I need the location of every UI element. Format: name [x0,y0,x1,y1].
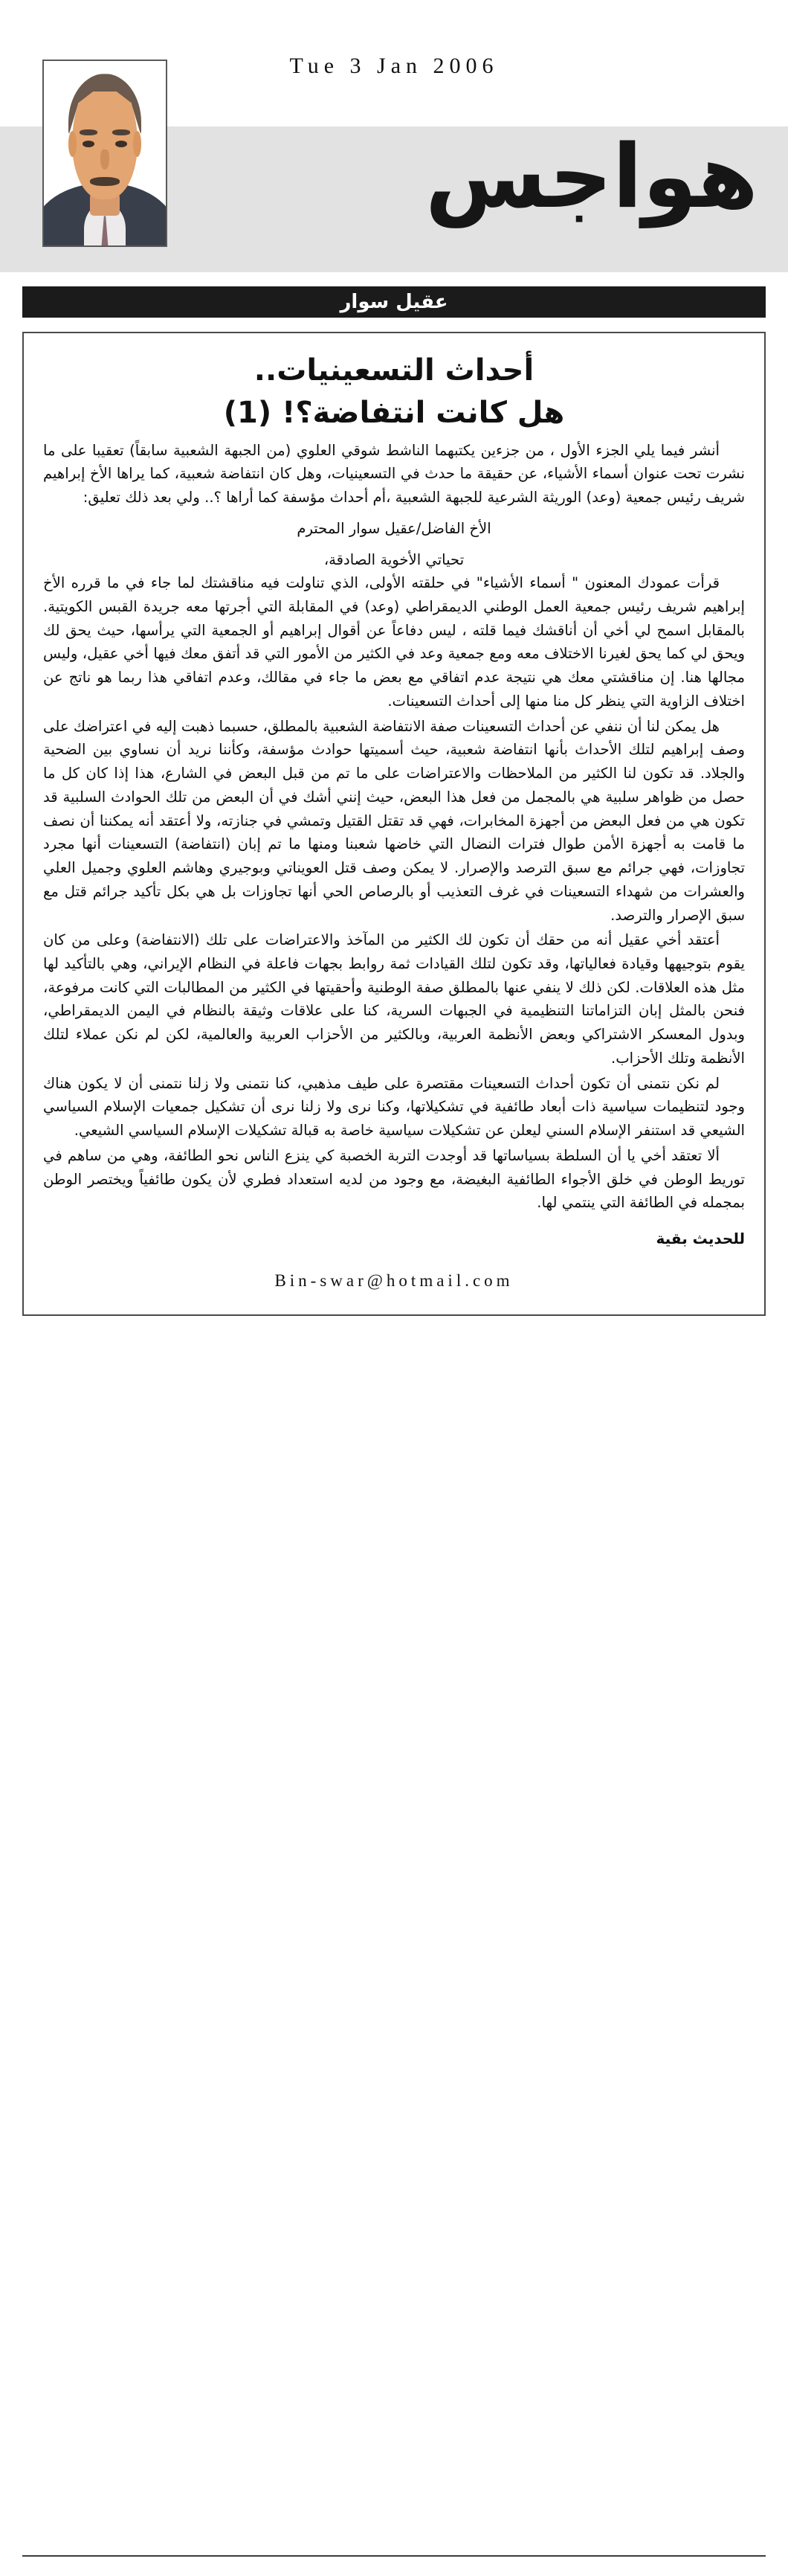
paragraph-2: هل يمكن لنا أن ننفي عن أحداث التسعينات صفة الانتفاضة الشعبية بالمطلق، حسبما ذهبت إليه في اعتراضك على وصف إبراهيم لتلك الأحداث بأنها انتفاضة شعبية، حيث أسميتها حوادث مؤسفة، وكأننا نريد أن نساوي بين الضحية والجلاد. قد تكون لنا الكثير من الملاحظات والاعتراضات على ما تم من قبل البعض في الشارع، هذا إذا كان كل ما حصل من ظواهر سلبية هي بالمجمل من فعل هذا البعض، حيث إنني أشك في أن البعض من تلك الحوادث السلبية قد تكون هي من فعل البعض من أجهزة المخابرات، فهي قد تقتل القتيل وتمشي في جنازته، ولا أعتقد أنه يمكننا أن نصف ما قامت به أجهزة الأمن طوال فترات النضال التي خاضها شعبنا ومنها ما تم إبان (انتفاضة) التسعينات أنها مجرد تجاوزات، فهي جرائم مع سبق الترصد والإصرار. لا يمكن وصف قتل العويناتي وبوجيري وهاشم العلوي وجميل العلي والعشرات من شهداء التسعينات في غرف التعذيب أو بالرصاص الحي أنها تجاوزات بل هي بكل تأكيد جرائم قتل مع سبق الإصرار والترصد. [43,717,745,924]
paragraph-3: أعتقد أخي عقيل أنه من حقك أن تكون لك الكثير من المآخذ والاعتراضات على تلك (الانتفاضة) وعلى من كان يقوم بتوجيهها وقيادة فعالياتها، وقد تكون لتلك القيادات ثمة روابط بجهات فاعلة في النظام الإيراني، وهي بالتأكيد لها مثل هذه العلاقات. لكن ذلك لا ينفي عنها بالمطلق صفة الوطنية وأحقيتها في الكثير من المطالبات التي كانت مرفوعة، فنحن بالمثل إبان التزاماتنا التنظيمية في الجبهات السرية، كنا على علاقات وثيقة بالنظام في اليمن الديمقراطي، وبدول المعسكر الاشتراكي وبعض الأنظمة العربية، وبالكثير من الأحزاب العربية والعالمية، لكن لم نكن عملاء لتلك الأنظمة وتلك الأحزاب. [43,931,745,1067]
paragraph-5: ألا تعتقد أخي يا أن السلطة بسياساتها قد أوجدت التربة الخصبة كي ينزع الناس نحو الطائفة، وهي من ساهم في توريط الوطن في خلق الأجواء الطائفية البغيضة، مع وجود من لديه استعداد فطري لأن يكون طائفياً ويختصر الوطن بمجمله في الطائفة التي ينتمي لها. [43,1146,745,1212]
author-photo-image [44,61,166,245]
paragraph-1: قرأت عمودك المعنون " أسماء الأشياء" في حلقته الأولى، الذي تناولت فيه مناقشتك لما جاء في ما قرره الأخ إبراهيم شريف رئيس جمعية العمل الوطني الديمقراطي (وعد) في المقابلة التي أجرتها معه جريدة القبس الكويتية. بالمقابل اسمح لي أخي أن أناقشك فيما قلته ، ليس دفاعاً عن أقوال إبراهيم أو الجمعية التي يرأسها، حيث يحق لك ويحق لي كما يحق لغيرنا الاختلاف معه ومع جمعية وعد في الكثير من الأمور التي قد أتفق معك فيها أخي عقيل، وليس مجالها هنا. إن مناقشتي معك هي نتيجة عدم اتفاقي مع بعض ما جاء في مقالك، وعدم اتفاقي هذا ربما هو ناتج عن اختلاف الزاوية التي ينظر كل منا منها إلى أحداث التسعينات. [43,574,745,710]
footer-divider [22,2555,766,2557]
masthead [0,0,788,286]
paragraph-salutation-2: تحياتي الأخوية الصادقة، [323,550,465,568]
paragraph-salutation-1: الأخ الفاضل/عقيل سوار المحترم [297,519,491,537]
author-photo [42,60,167,247]
article-headline [43,350,745,434]
author-email[interactable]: Bin-swar@hotmail.com [274,1271,514,1291]
article-body [43,439,745,1295]
author-byline-bar [22,286,766,318]
column-title-logo: هواجس [424,125,758,228]
paragraph-4: لم نكن نتمنى أن تكون أحداث التسعينات مقتصرة على طيف مذهبي، كنا نتمنى ولا زلنا نتمنى أن لا يكون هناك وجود لتنظيمات سياسية ذات أبعاد طائفية في تشكيلاتها، وكنا نرى ولا زلنا نرى أن تشكيل جمعيات الإسلام السياسي الشيعي قد استنفر الإسلام السني ليعلن عن تشكيلات سياسية خاصة به قبالة تشكيلات الإسلام السياسي الشيعي. [43,1074,745,1140]
author-name: عقيل سوار [340,291,448,313]
publication-date: Tue 3 Jan 2006 [289,54,499,78]
paragraph-intro: أنشر فيما يلي الجزء الأول ، من جزءين يكتبهما الناشط شوقي العلوي (من الجبهة الشعبية سابقاً) تعقيبا على ما نشرت تحت عنوان أسماء الأشياء، عن حقيقة ما حدث في التسعينيات، وهل كان انتفاضة شعبية، كما يراها الأخ إبراهيم شريف رئيس جمعية (وعد) الوريثة الشرعية للجبهة الشعبية ،أم أحداث مؤسفة كما أراها ؟.. ولي بعد ذلك تعليق: [43,441,745,507]
article-container [22,332,766,1316]
article-signoff: للحديث بقية [656,1230,745,1248]
headline-line-2: هل كانت انتفاضة؟! (1) [223,395,565,430]
headline-line-1: أحداث التسعينيات.. [253,353,535,388]
